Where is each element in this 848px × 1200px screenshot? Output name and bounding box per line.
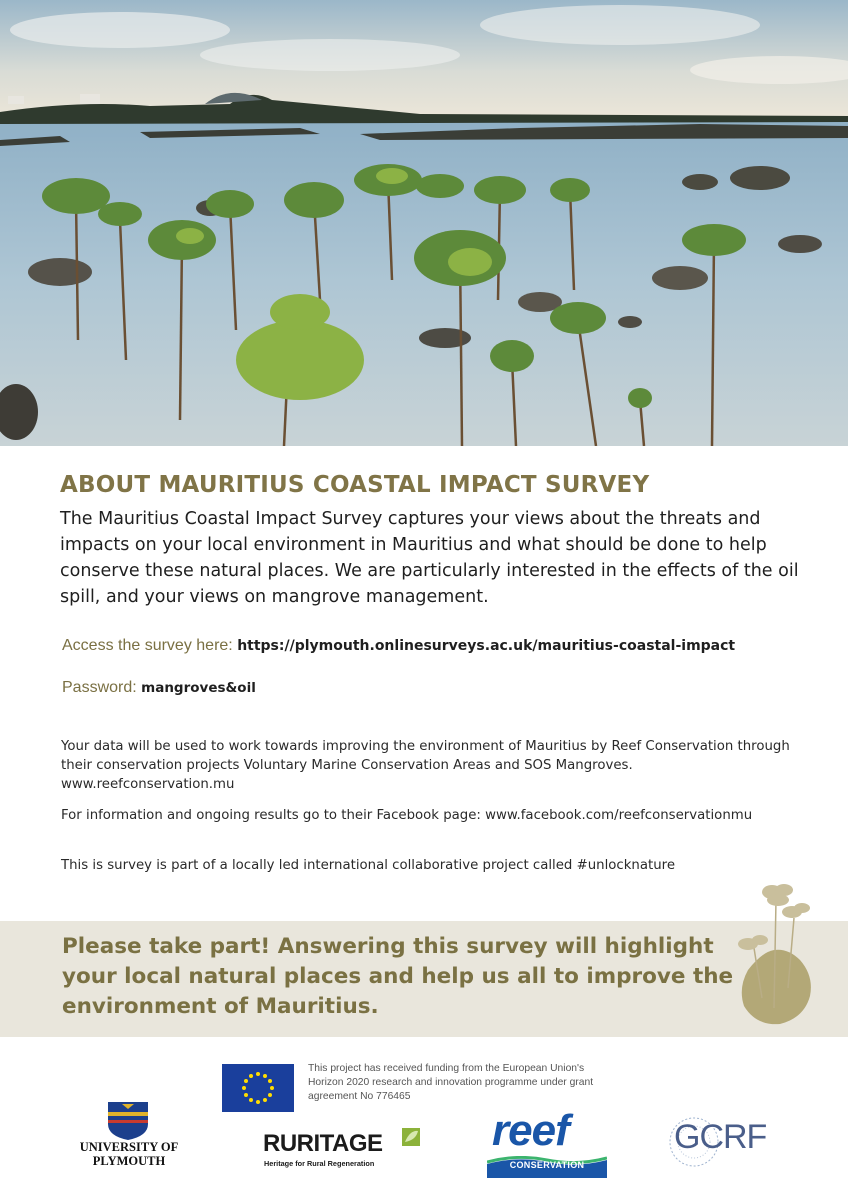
access-label: Access the survey here: <box>62 637 238 654</box>
password-line <box>62 678 256 697</box>
reef-logo-tagline: CONSERVATION <box>509 1160 585 1170</box>
mauritius-flower-icon <box>718 878 828 1028</box>
survey-url-link[interactable]: https://plymouth.onlinesurveys.ac.uk/mauritius-coastal-impact <box>237 638 736 654</box>
reef-logo-name: reef <box>492 1106 569 1155</box>
cta-text: Please take part! Answering this survey will highlight your local natural places and help us all to improve the environment of Mauritius. <box>62 934 734 1019</box>
plymouth-logo-text: UNIVERSITY OF PLYMOUTH <box>79 1140 179 1168</box>
hero-photo <box>0 0 848 446</box>
mangrove-photo-image <box>0 0 848 446</box>
ruritage-logo-tagline: Heritage for Rural Regeneration <box>264 1159 375 1168</box>
ruritage-leaf-icon <box>400 1126 422 1148</box>
about-intro: The Mauritius Coastal Impact Survey captures your views about the threats and impacts on your local environment in Mauritius and what should be done to help conserve these natural places. We are particularly interested in the effects of the oil spill, and your views on mangrove management. <box>60 509 799 607</box>
password-value: mangroves&oil <box>141 680 256 696</box>
password-label: Password: <box>62 679 142 696</box>
about-section <box>60 470 800 610</box>
gcrf-logo-name: GCRF <box>674 1118 767 1156</box>
eu-flag-icon <box>222 1064 294 1112</box>
ruritage-logo-name: RURITAGE <box>263 1130 383 1157</box>
project-paragraph: This is survey is part of a locally led international collaborative project called #unlocknature <box>61 858 675 873</box>
funding-statement: This project has received funding from the European Union's Horizon 2020 research and innovation programme under grant agreement No 776465 <box>308 1063 594 1102</box>
data-use-paragraph: Your data will be used to work towards improving the environment of Mauritius by Reef Conservation through their conservation projects Voluntary Marine Conservation Areas and SOS Mangroves. www.reefconservation.mu <box>61 739 790 792</box>
facebook-paragraph: For information and ongoing results go to their Facebook page: www.facebook.com/reefconservationmu <box>61 808 753 823</box>
about-heading: ABOUT MAURITIUS COASTAL IMPACT SURVEY <box>60 472 650 498</box>
survey-access-line <box>62 636 842 655</box>
